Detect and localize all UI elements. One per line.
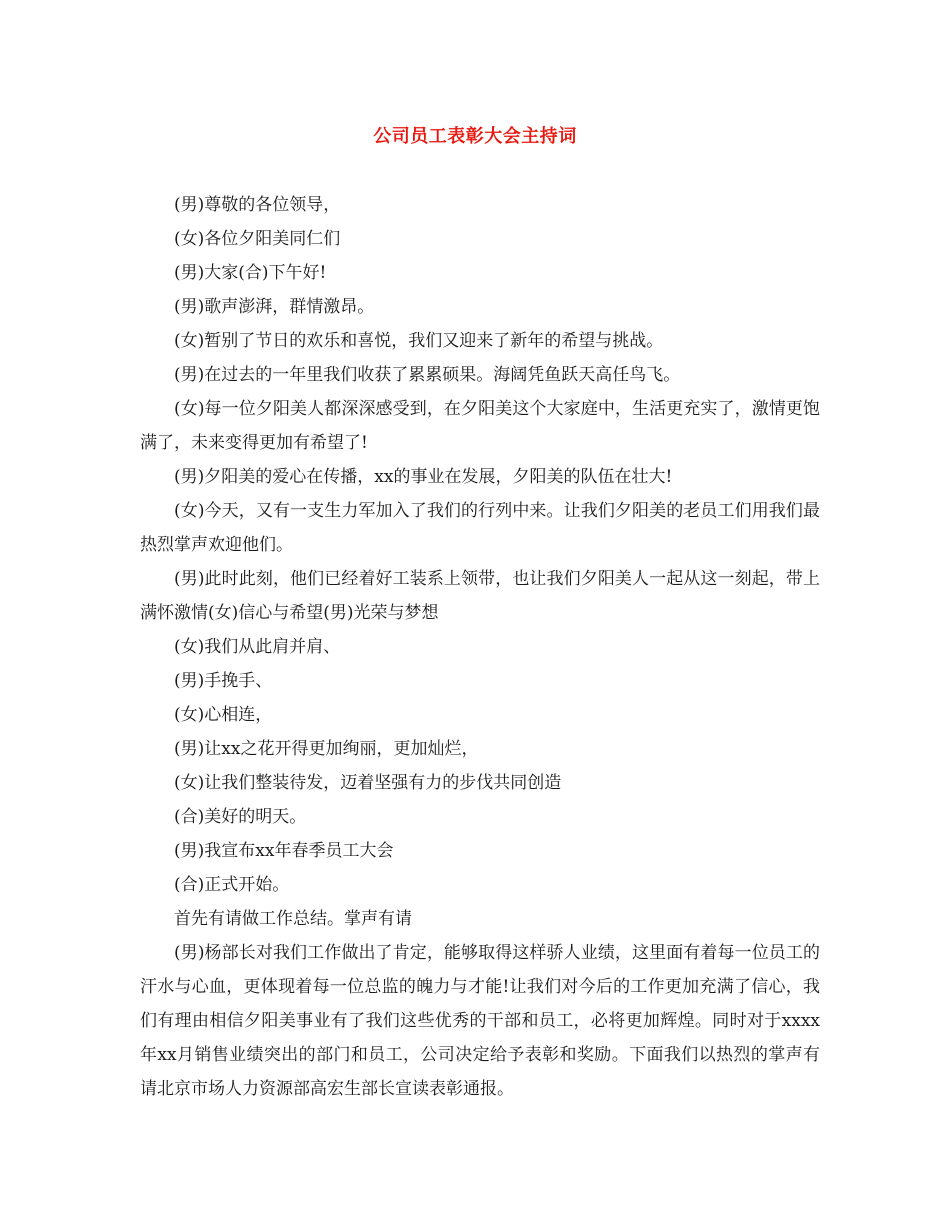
paragraph: (男)此时此刻，他们已经着好工装系上领带，也让我们夕阳美人一起从这一刻起，带上满怀激情(女)信心与希望(男)光荣与梦想 [140, 569, 820, 623]
paragraph: (女)让我们整装待发，迈着坚强有力的步伐共同创造 [174, 773, 562, 793]
paragraph: (男)让xx之花开得更加绚丽，更加灿烂， [174, 739, 479, 759]
paragraph: (男)在过去的一年里我们收获了累累硕果。海阔凭鱼跃天高任鸟飞。 [174, 365, 681, 385]
paragraph: (合)美好的明天。 [174, 807, 307, 827]
paragraph: (女)我们从此肩并肩、 [174, 637, 341, 657]
paragraph: (女)每一位夕阳美人都深深感受到，在夕阳美这个大家庭中，生活更充实了，激情更饱满了，未来变得更加有希望了! [140, 399, 820, 453]
paragraph: (男)歌声澎湃，群情激昂。 [174, 297, 375, 317]
paragraph: 首先有请做工作总结。掌声有请 [174, 909, 412, 929]
paragraph: (男)大家(合)下午好! [174, 263, 327, 283]
paragraph: (男)尊敬的各位领导， [174, 195, 341, 215]
paragraph: (男)我宣布xx年春季员工大会 [174, 841, 394, 861]
paragraph: (男)手挽手、 [174, 671, 273, 691]
paragraph: (女)各位夕阳美同仁们 [174, 229, 341, 249]
paragraph: (男)夕阳美的爱心在传播，xx的事业在发展，夕阳美的队伍在壮大! [174, 467, 673, 487]
paragraph: (男)杨部长对我们工作做出了肯定，能够取得这样骄人业绩，这里面有着每一位员工的汗水与心血，更体现着每一位总监的魄力与才能!让我们对今后的工作更加充满了信心，我们有理由相信夕阳美事业有了我们这些优秀的干部和员工，必将更加辉煌。同时对于xxxx年xx月销售业绩突出的部门和员工，公司决定给予表彰和奖励。下面我们以热烈的掌声有请北京市场人力资源部高宏生部长宣读表彰通报。 [140, 943, 820, 1099]
paragraph: (女)心相连， [174, 705, 273, 725]
document-title: 公司员工表彰大会主持词 [373, 126, 577, 147]
paragraph: (合)正式开始。 [174, 875, 290, 895]
paragraph: (女)今天，又有一支生力军加入了我们的行列中来。让我们夕阳美的老员工们用我们最热烈掌声欢迎他们。 [140, 501, 820, 555]
paragraph: (女)暂别了节日的欢乐和喜悦，我们又迎来了新年的希望与挑战。 [174, 331, 664, 351]
document-body [140, 188, 820, 1106]
